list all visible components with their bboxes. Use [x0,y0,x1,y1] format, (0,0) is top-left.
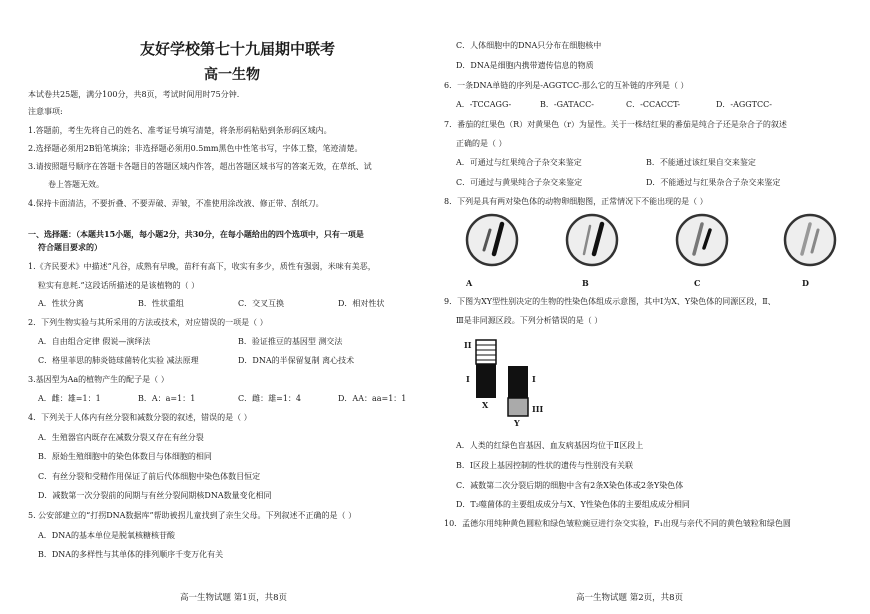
question-9-cont: Ⅲ是非同源区段。下列分析错误的是（ ） [456,316,603,325]
question-8: 8．下列是具有两对染色体的动物卵细胞图，正常情况下不能出现的是（ ） [444,197,708,206]
notice-4: 4.保持卡面清洁，不要折叠、不要弄破、弄皱，不准使用涂改液、修正带、刮纸刀。 [28,199,324,208]
label-x: X [482,400,489,410]
label-y: Y [514,418,520,428]
question-7-cont: 正确的是（ ） [456,139,507,148]
label-region-ii: II [464,340,472,350]
question-7: 7．番茄的红果色（R）对黄果色（r）为显性。关于一株结红果的番茄是纯合子还是杂合子的叙述 [444,120,787,129]
label-region-i-y: I [532,374,536,384]
q7-option-d: D．不能通过与红果杂合子杂交来鉴定 [646,178,781,187]
label-region-i-x: I [466,374,470,384]
cell-b-drawing [548,212,638,272]
q8-cell-c [658,212,748,272]
q4-option-d: D．减数第一次分裂前的间期与有丝分裂间期核DNA数量变化相同 [38,491,272,500]
question-4: 4．下列关于人体内有丝分裂和减数分裂的叙述，错误的是（ ） [28,413,252,422]
question-10: 10．孟德尔用纯种黄色圆粒和绿色皱粒豌豆进行杂交实验，F₁出现与亲代不同的黄色皱粒和绿色圆 [444,519,791,528]
q3-option-c: C．雌：雄=1：4 [238,394,302,403]
q3-option-b: B．A：a=1：1 [138,394,196,403]
q1-option-c: C．交叉互换 [238,299,285,308]
q9-option-c: C．减数第二次分裂后期的细胞中含有2条X染色体或2条Y染色体 [456,481,684,490]
q8-cell-b [548,212,638,272]
section-heading: 一、选择题：（本题共15小题，每小题2分，共30分，在每小题给出的四个选项中，只有一项是 [28,229,364,239]
question-5: 5. 公安部建立的“打拐DNA数据库”帮助被拐儿童找到了亲生父母。下列叙述不正确的是（ ） [28,511,357,520]
question-9: 9．下图为XY型性别决定的生物的性染色体组成示意图，其中Ⅰ为X、Y染色体的同源区段，Ⅱ、 [444,297,776,306]
cell-a-drawing [448,212,538,272]
notice-2: 2.选择题必须用2B铅笔填涂；非选择题必须用0.5mm黑色中性笔书写，字体工整，笔迹清楚。 [28,144,363,153]
question-1-cont: 粒实有息耗.”这段话所描述的是该植物的（ ） [38,281,200,290]
label-region-iii: III [532,404,544,414]
q8-cell-a [448,212,538,272]
exam-title: 友好学校第七十九届期中联考 [140,40,336,58]
page-footer-1: 高一生物试题 第1页，共8页 [180,593,288,603]
exam-intro: 本试卷共25题，满分100分，共8页，考试时间用时75分钟. [28,90,240,99]
subject-title: 高一生物 [204,67,260,83]
section-heading-cont: 符合题目要求的） [38,242,102,252]
cell-c-drawing [658,212,748,272]
q5-option-c: C．人体细胞中的DNA只分布在细胞核中 [456,41,602,50]
q5-option-d: D．DNA是细胞内携带遗传信息的物质 [456,61,594,70]
question-3: 3.基因型为Aa的植物产生的配子是（ ） [28,375,169,384]
q8-label-b: B [582,278,589,288]
q7-option-b: B．不能通过该红果自交来鉴定 [646,158,756,167]
q1-option-b: B．性状重组 [138,299,184,308]
notice-heading: 注意事项: [28,107,63,116]
q6-option-b: B．-GATACC- [540,100,594,109]
q8-label-c: C [694,278,701,288]
q6-option-d: D．-AGGTCC- [716,100,772,109]
q8-label-a: A [466,278,473,288]
notice-3-cont: 卷上答题无效。 [48,180,104,189]
right-page [440,0,870,614]
q5-option-b: B．DNA的多样性与其单体的排列顺序千变万化有关 [38,550,224,559]
q9-option-b: B．Ⅰ区段上基因控制的性状的遗传与性别没有关联 [456,461,634,470]
q8-figure [448,212,828,282]
page-footer-2: 高一生物试题 第2页，共8页 [576,593,684,603]
q5-option-a: A．DNA的基本单位是脱氧核糖核苷酸 [38,531,175,540]
q4-option-b: B．原始生殖细胞中的染色体数目与体细胞的相同 [38,452,212,461]
q8-label-d: D [802,278,809,288]
q9-figure [460,336,580,432]
q2-option-d: D．DNA的半保留复制 离心技术 [238,356,355,365]
q1-option-a: A．性状分离 [38,299,84,308]
notice-3: 3.请按照题号顺序在答题卡各题目的答题区域内作答，超出答题区域书写的答案无效，在草纸、试 [28,162,372,171]
q7-option-a: A．可通过与红果纯合子杂交来鉴定 [456,158,582,167]
q6-option-a: A．-TCCAGG- [456,100,512,109]
q2-option-a: A．自由组合定律 假说—演绎法 [38,337,151,346]
notice-1: 1.答题前，考生先将自己的姓名、准考证号填写清楚，将条形码粘贴到条形码区域内。 [28,126,332,135]
q7-option-c: C．可通过与黄果纯合子杂交来鉴定 [456,178,583,187]
q8-cell-d [766,212,856,272]
q9-option-d: D．T₂噬菌体的主要组成成分与X、Y性染色体的主要组成成分相同 [456,500,690,509]
q2-option-b: B．验证推豆的基因型 测交法 [238,337,343,346]
q6-option-c: C．-CCACCT- [626,100,681,109]
question-6: 6．一条DNA单链的序列是-AGGTCC-那么它的互补链的序列是（ ） [444,81,689,90]
question-2: 2．下列生物实验与其所采用的方法或技术，对应错误的一项是（ ） [28,318,268,327]
question-1: 1.《齐民要术》中描述“凡谷，成熟有早晚，苗秆有高下，收实有多少，质性有强弱，米味有美恶， [28,262,376,271]
xy-diagram [460,336,580,432]
q1-option-d: D．相对性状 [338,299,385,308]
q3-option-a: A．雌：雄=1：1 [38,394,101,403]
q4-option-a: A．生殖器官内既存在减数分裂又存在有丝分裂 [38,433,204,442]
q9-option-a: A．人类的红绿色盲基因、血友病基因均位于Ⅱ区段上 [456,441,644,450]
q3-option-d: D．AA：aa=1：1 [338,394,407,403]
cell-d-drawing [766,212,856,272]
q4-option-c: C．有丝分裂和受精作用保证了前后代体细胞中染色体数目恒定 [38,472,261,481]
q2-option-c: C．格里菲思的肺炎链球菌转化实验 减法原理 [38,356,199,365]
